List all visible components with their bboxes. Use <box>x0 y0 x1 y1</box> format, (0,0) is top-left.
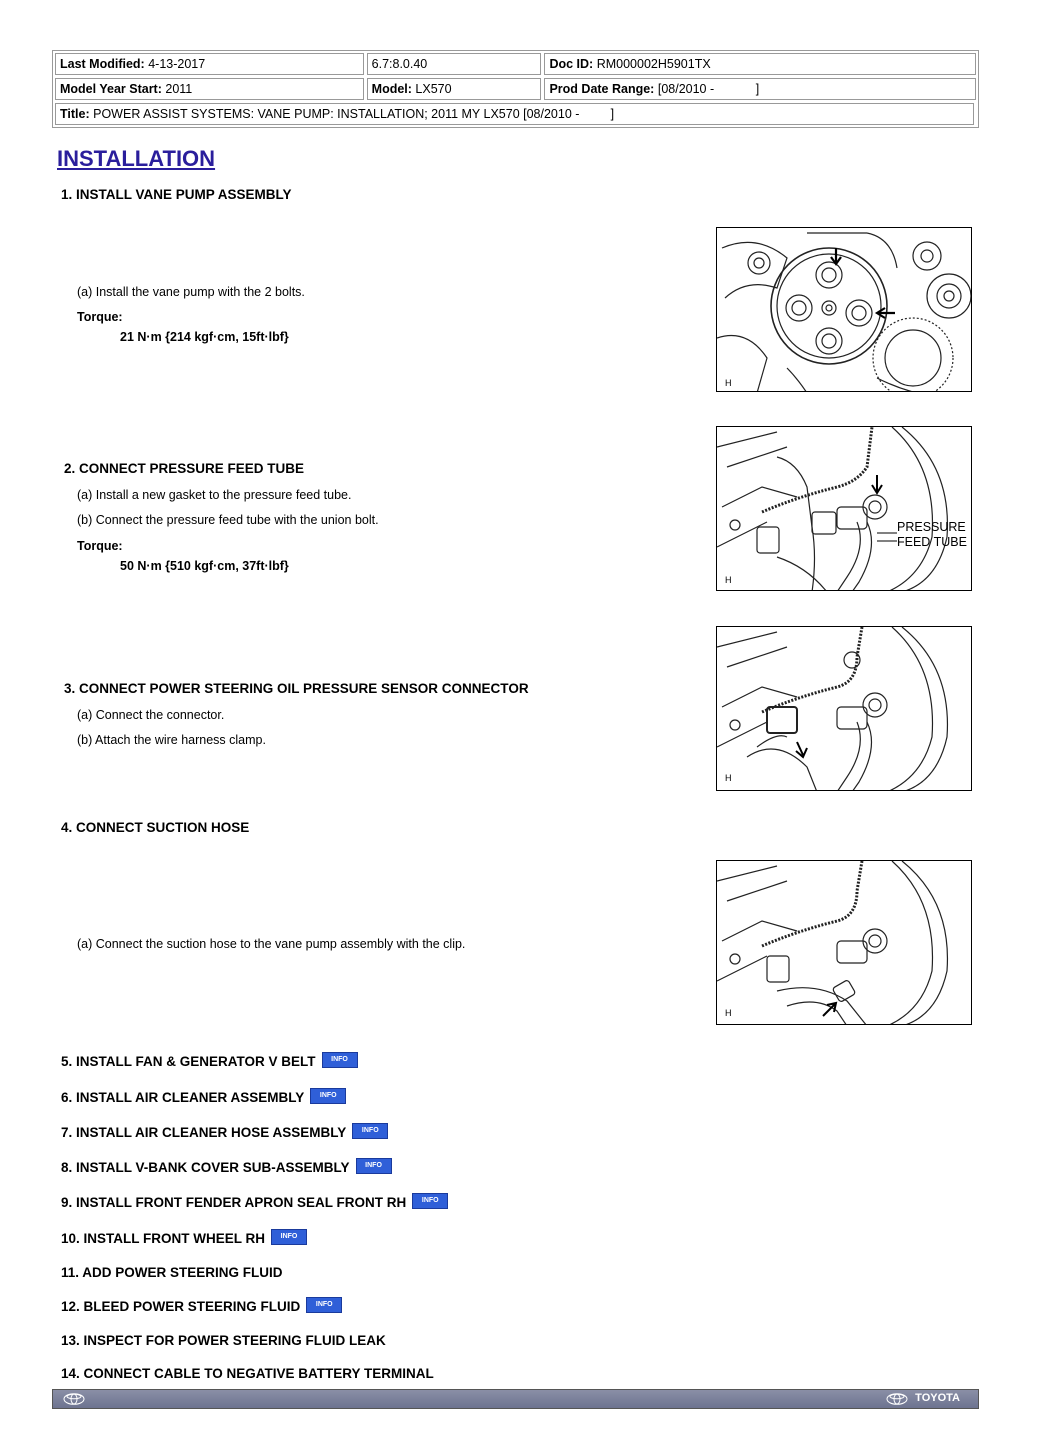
step-1-title: 1. INSTALL VANE PUMP ASSEMBLY <box>61 187 292 202</box>
last-modified-value: 4-13-2017 <box>148 57 206 71</box>
info-button[interactable]: INFO <box>310 1088 346 1104</box>
step-10-title: 10. INSTALL FRONT WHEEL RH <box>61 1231 266 1246</box>
vane-pump-drawing <box>717 228 972 392</box>
suction-hose-illustration <box>716 860 972 1025</box>
version-cell <box>367 53 542 75</box>
title-label: Title: <box>60 107 90 121</box>
suction-hose-drawing <box>717 861 972 1025</box>
model-year-cell <box>55 78 364 100</box>
header-row-3 <box>55 103 976 125</box>
step-5-title: 5. INSTALL FAN & GENERATOR V BELT <box>61 1054 316 1069</box>
step-5 <box>61 1054 358 1070</box>
step-12 <box>61 1299 342 1315</box>
info-button[interactable]: INFO <box>306 1297 342 1313</box>
doc-id-cell <box>544 53 976 75</box>
step-8 <box>61 1160 392 1176</box>
step-3-sub-b: (b) Attach the wire harness clamp. <box>77 733 266 747</box>
vane-pump-illustration <box>716 227 972 392</box>
title-value: POWER ASSIST SYSTEMS: VANE PUMP: INSTALLATION; 2011 MY LX570 [08/2010 - ] <box>93 107 615 121</box>
step-2-torque-value: 50 N·m {510 kgf·cm, 37ft·lbf} <box>120 559 289 573</box>
step-13-title: 13. INSPECT FOR POWER STEERING FLUID LEAK <box>61 1333 386 1348</box>
model-cell <box>367 78 542 100</box>
prod-date-label: Prod Date Range: <box>549 82 655 96</box>
step-2-torque-label: Torque: <box>77 539 123 553</box>
sensor-connector-illustration <box>716 626 972 791</box>
header-row-2 <box>55 78 976 100</box>
prod-date-value: [08/2010 - ] <box>657 82 760 96</box>
step-9-title: 9. INSTALL FRONT FENDER APRON SEAL FRONT RH <box>61 1195 407 1210</box>
step-2-sub-a: (a) Install a new gasket to the pressure feed tube. <box>77 488 352 502</box>
toyota-emblem-icon <box>886 1393 908 1405</box>
step-3-sub-a: (a) Connect the connector. <box>77 708 225 722</box>
step-2-sub-b: (b) Connect the pressure feed tube with the union bolt. <box>77 513 379 527</box>
fig2-corner-mark: H <box>725 575 732 585</box>
step-6 <box>61 1090 346 1106</box>
pressure-feed-tube-illustration <box>716 426 972 591</box>
prod-date-cell <box>544 78 976 100</box>
last-modified-label: Last Modified: <box>60 57 145 71</box>
fig4-corner-mark: H <box>725 1008 732 1018</box>
step-7 <box>61 1125 388 1141</box>
step-2-title: 2. CONNECT PRESSURE FEED TUBE <box>64 461 305 476</box>
step-10 <box>61 1231 307 1247</box>
version-value: 6.7:8.0.40 <box>371 57 428 71</box>
step-3-title: 3. CONNECT POWER STEERING OIL PRESSURE SENSOR CONNECTOR <box>64 681 529 696</box>
document-header <box>52 50 979 128</box>
pressure-feed-tube-drawing <box>717 427 972 591</box>
info-button[interactable]: INFO <box>322 1052 358 1068</box>
footer-brand: TOYOTA <box>915 1392 960 1404</box>
doc-id-value: RM000002H5901TX <box>596 57 711 71</box>
step-8-title: 8. INSTALL V-BANK COVER SUB-ASSEMBLY <box>61 1160 350 1175</box>
doc-id-label: Doc ID: <box>549 57 594 71</box>
step-4-sub-a: (a) Connect the suction hose to the vane pump assembly with the clip. <box>77 937 466 951</box>
step-1-torque-label: Torque: <box>77 310 123 324</box>
last-modified-cell <box>55 53 364 75</box>
step-12-title: 12. BLEED POWER STEERING FLUID <box>61 1299 301 1314</box>
title-cell <box>55 103 974 125</box>
model-label: Model: <box>371 82 412 96</box>
model-year-label: Model Year Start: <box>60 82 162 96</box>
step-4-title: 4. CONNECT SUCTION HOSE <box>61 820 250 835</box>
info-button[interactable]: INFO <box>356 1158 392 1174</box>
fig3-corner-mark: H <box>725 773 732 783</box>
model-year-value: 2011 <box>165 82 193 96</box>
header-row-1 <box>55 53 976 75</box>
info-button[interactable]: INFO <box>412 1193 448 1209</box>
step-9 <box>61 1195 448 1211</box>
info-button[interactable]: INFO <box>352 1123 388 1139</box>
step-1-sub-a: (a) Install the vane pump with the 2 bolts. <box>77 285 305 299</box>
step-14-title: 14. CONNECT CABLE TO NEGATIVE BATTERY TERMINAL <box>61 1366 434 1381</box>
sensor-connector-drawing <box>717 627 972 791</box>
step-7-title: 7. INSTALL AIR CLEANER HOSE ASSEMBLY <box>61 1125 347 1140</box>
step-11-title: 11. ADD POWER STEERING FLUID <box>61 1265 283 1280</box>
section-title[interactable]: INSTALLATION <box>57 146 216 171</box>
step-6-title: 6. INSTALL AIR CLEANER ASSEMBLY <box>61 1090 305 1105</box>
fig2-label-line2: FEED TUBE <box>897 535 967 549</box>
fig1-corner-mark: H <box>725 378 732 388</box>
footer-bar <box>52 1389 979 1409</box>
info-button[interactable]: INFO <box>271 1229 307 1245</box>
model-value: LX570 <box>415 82 452 96</box>
step-1-torque-value: 21 N·m {214 kgf·cm, 15ft·lbf} <box>120 330 289 344</box>
fig2-label-line1: PRESSURE <box>897 520 966 534</box>
toyota-emblem-icon <box>63 1393 85 1405</box>
